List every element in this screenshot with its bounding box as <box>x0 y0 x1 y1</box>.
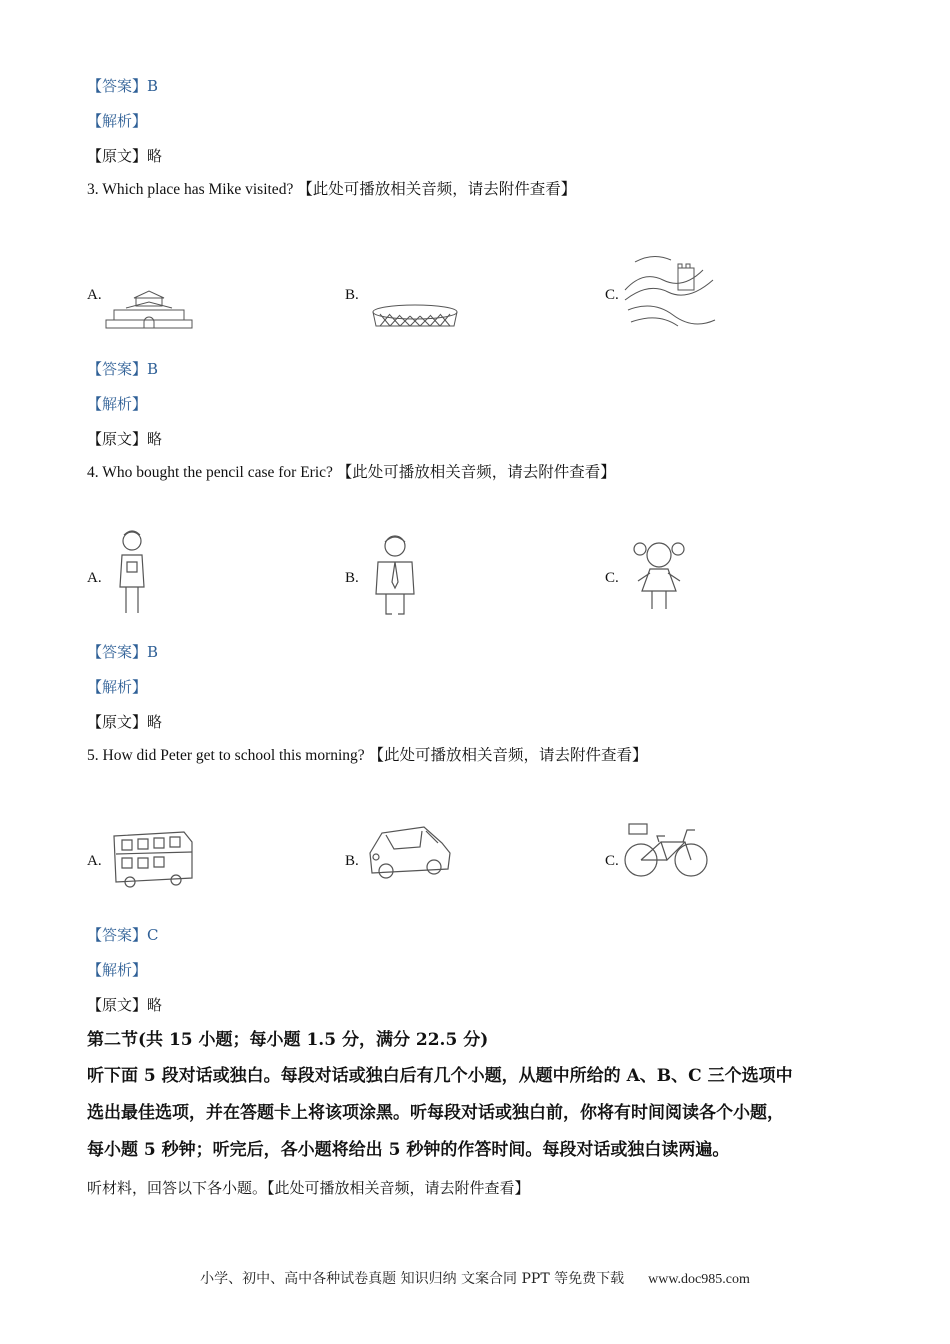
analysis-label: 【解析】 <box>87 961 148 979</box>
option-b-label: B. <box>345 570 359 586</box>
option-a-label: A. <box>87 853 102 869</box>
original-text-label: 【原文】略 <box>87 996 163 1014</box>
answer-label: 【答案】B <box>87 643 159 661</box>
option-c-label: C. <box>605 287 619 303</box>
instruction-line: 每小题 5 秒钟；听完后，各小题将给出 5 秒钟的作答时间。每段对话或独白读两遍。 <box>87 1140 730 1160</box>
option-a-label: A. <box>87 570 102 586</box>
option-c-label: C. <box>605 570 619 586</box>
instruction-line: 选出最佳选项，并在答题卡上将该项涂黑。听每段对话或独白前，你将有时间阅读各个小题， <box>87 1103 784 1123</box>
question-3: 3. Which place has Mike visited? 【此处可播放相关音频，请去附件查看】 <box>87 181 577 198</box>
answer-label: 【答案】B <box>87 77 159 95</box>
bus-icon <box>110 828 196 888</box>
tiananmen-icon <box>104 288 194 330</box>
original-text-label: 【原文】略 <box>87 147 163 165</box>
girl-icon <box>628 535 690 615</box>
birds-nest-stadium-icon <box>370 302 460 330</box>
question-5: 5. How did Peter get to school this morning? 【此处可播放相关音频，请去附件查看】 <box>87 747 648 764</box>
option-c-label: C. <box>605 853 619 869</box>
option-b-label: B. <box>345 287 359 303</box>
original-text-label: 【原文】略 <box>87 430 163 448</box>
analysis-label: 【解析】 <box>87 395 148 413</box>
question-4: 4. Who bought the pencil case for Eric? 【此处可播放相关音频，请去附件查看】 <box>87 464 616 481</box>
option-b-label: B. <box>345 853 359 869</box>
car-icon <box>364 823 454 881</box>
analysis-label: 【解析】 <box>87 678 148 696</box>
bicycle-icon <box>623 820 711 880</box>
footer-url[interactable]: www.doc985.com <box>648 1272 750 1287</box>
analysis-label: 【解析】 <box>87 112 148 130</box>
answer-label: 【答案】B <box>87 360 159 378</box>
great-wall-icon <box>623 250 718 332</box>
listening-prompt: 听材料，回答以下各小题。【此处可播放相关音频，请去附件查看】 <box>87 1179 530 1197</box>
instruction-line: 听下面 5 段对话或独白。每段对话或独白后有几个小题，从题中所给的 A、B、C 三个选项中 <box>87 1066 793 1086</box>
option-a-label: A. <box>87 287 102 303</box>
man-icon <box>370 532 420 617</box>
footer-text: 小学、初中、高中各种试卷真题 知识归纳 文案合同 PPT 等免费下载 <box>200 1271 625 1287</box>
original-text-label: 【原文】略 <box>87 713 163 731</box>
page-footer <box>0 1268 950 1288</box>
woman-icon <box>112 527 152 617</box>
answer-label: 【答案】C <box>87 926 159 944</box>
section-title: 第二节(共 15 小题；每小题 1.5 分，满分 22.5 分) <box>87 1030 489 1050</box>
